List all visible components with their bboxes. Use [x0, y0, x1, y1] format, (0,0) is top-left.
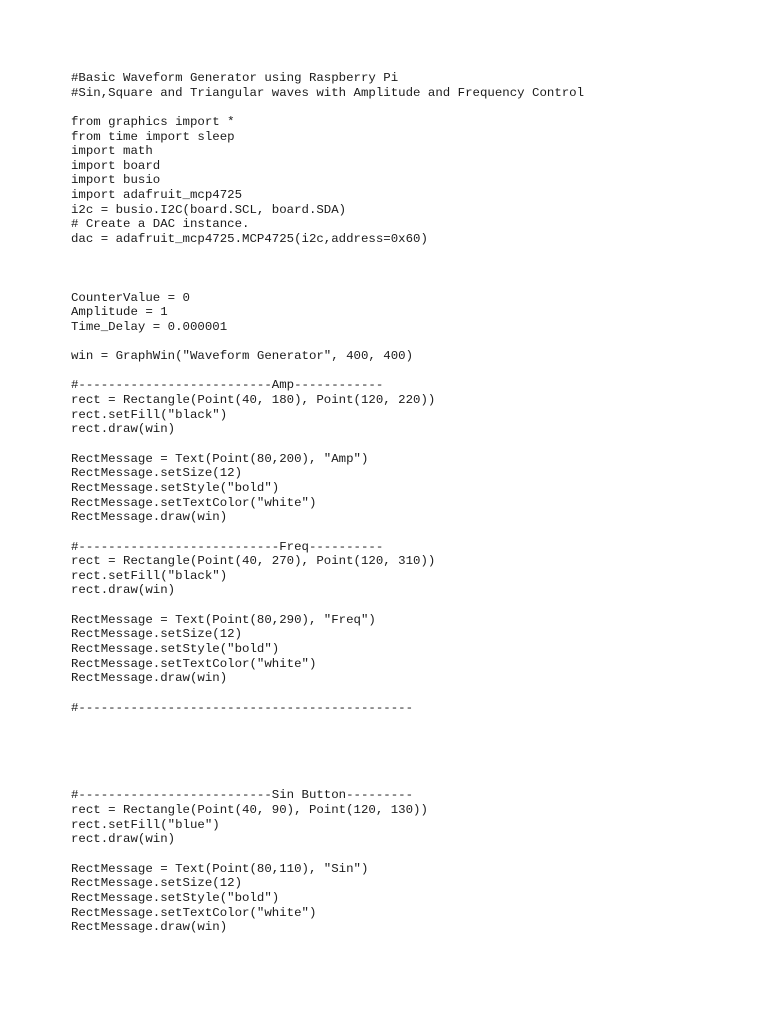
code-line [71, 247, 584, 262]
code-line: RectMessage.setTextColor("white") [71, 905, 317, 920]
code-line: import math [71, 144, 153, 159]
code-line: RectMessage = Text(Point(80,290), "Freq") [71, 612, 376, 627]
code-line: win = GraphWin("Waveform Generator", 400, 400) [71, 349, 414, 364]
code-line [71, 364, 584, 379]
code-line: #---------------------------Freq---------- [71, 539, 384, 554]
code-line: CounterValue = 0 [71, 290, 190, 305]
code-line: #--------------------------Sin Button--------- [71, 788, 414, 803]
code-line: # Create a DAC instance. [71, 217, 250, 232]
code-line: #--------------------------Amp------------ [71, 378, 384, 393]
code-line [71, 686, 584, 701]
code-line [71, 437, 584, 452]
code-line [71, 276, 584, 291]
code-line: rect.setFill("blue") [71, 817, 220, 832]
code-line: Time_Delay = 0.000001 [71, 319, 228, 334]
code-line [71, 744, 584, 759]
code-line: #--------------------------------------------- [71, 700, 414, 715]
code-line: RectMessage.draw(win) [71, 510, 228, 525]
code-line: dac = adafruit_mcp4725.MCP4725(i2c,address=0x60) [71, 232, 428, 247]
code-line [71, 598, 584, 613]
code-line [71, 261, 584, 276]
code-line: rect.draw(win) [71, 422, 176, 437]
code-line: RectMessage.setSize(12) [71, 466, 243, 481]
code-line: #Basic Waveform Generator using Raspberry Pi [71, 71, 399, 85]
code-line: rect.draw(win) [71, 832, 176, 847]
code-line: RectMessage.setTextColor("white") [71, 656, 317, 671]
code-line: rect = Rectangle(Point(40, 180), Point(120, 220)) [71, 393, 436, 408]
code-line [71, 100, 584, 115]
code-line [71, 525, 584, 540]
code-line: import busio [71, 173, 161, 188]
code-line: from time import sleep [71, 129, 235, 144]
code-line [71, 335, 584, 350]
code-line: rect = Rectangle(Point(40, 90), Point(120, 130)) [71, 803, 428, 818]
code-line [71, 759, 584, 774]
code-line: RectMessage = Text(Point(80,110), "Sin") [71, 861, 369, 876]
code-line: RectMessage.draw(win) [71, 920, 228, 935]
code-line: from graphics import * [71, 114, 235, 129]
code-line: rect.setFill("black") [71, 568, 228, 583]
code-line: RectMessage = Text(Point(80,200), "Amp") [71, 451, 369, 466]
code-line: rect.setFill("black") [71, 407, 228, 422]
code-line: import board [71, 158, 161, 173]
code-line [71, 730, 584, 745]
code-line [71, 774, 584, 789]
code-line: RectMessage.setStyle("bold") [71, 890, 280, 905]
code-listing [71, 71, 584, 935]
code-line: RectMessage.setTextColor("white") [71, 495, 317, 510]
code-line: RectMessage.setStyle("bold") [71, 480, 280, 495]
code-line: import adafruit_mcp4725 [71, 188, 243, 203]
code-line: RectMessage.setSize(12) [71, 876, 243, 891]
code-line [71, 715, 584, 730]
code-line: rect = Rectangle(Point(40, 270), Point(120, 310)) [71, 554, 436, 569]
code-line [71, 847, 584, 862]
code-line: RectMessage.setStyle("bold") [71, 641, 280, 656]
code-line: i2c = busio.I2C(board.SCL, board.SDA) [71, 202, 347, 217]
code-line: rect.draw(win) [71, 583, 176, 598]
code-line: Amplitude = 1 [71, 305, 168, 320]
code-line: RectMessage.setSize(12) [71, 627, 243, 642]
code-line: RectMessage.draw(win) [71, 671, 228, 686]
code-line: #Sin,Square and Triangular waves with Amplitude and Frequency Control [71, 85, 585, 100]
